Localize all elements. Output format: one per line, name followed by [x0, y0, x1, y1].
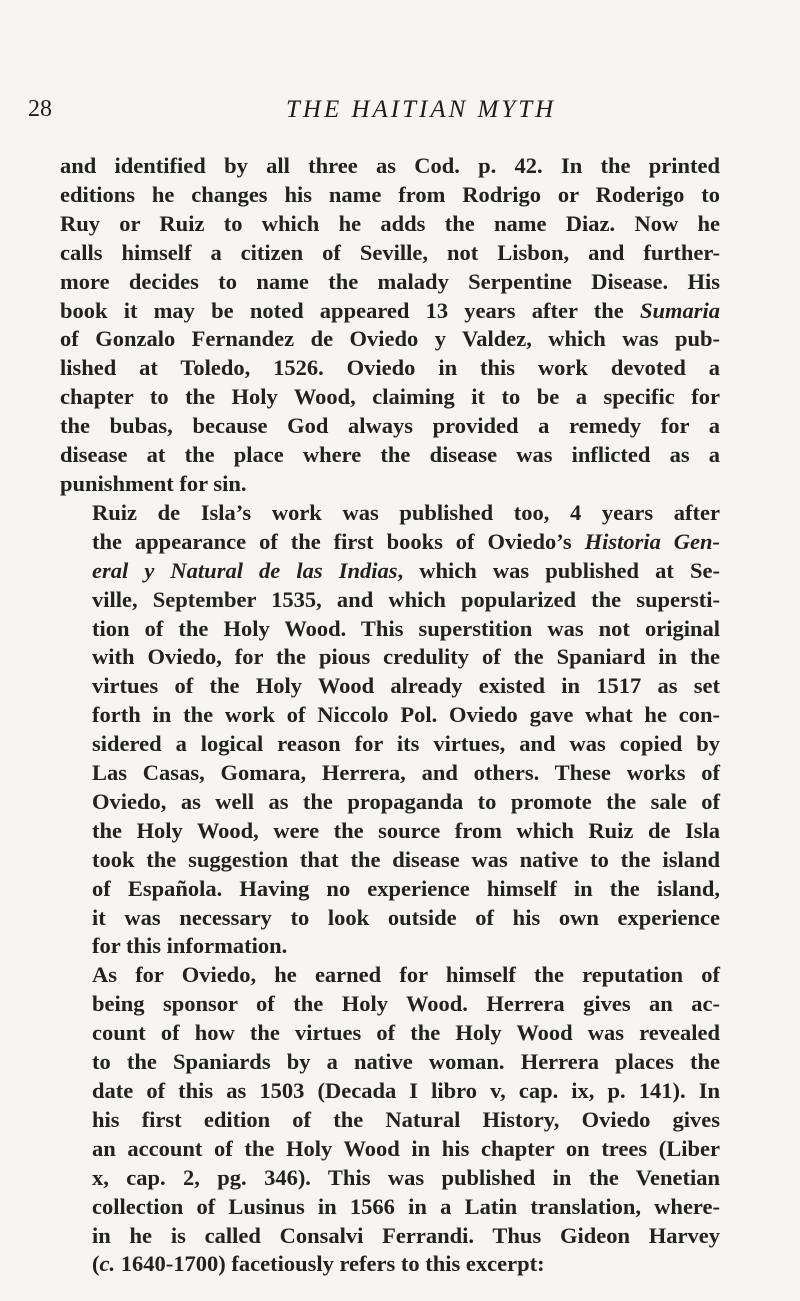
text-run: being sponsor of the Holy Wood. Herrera gives an ac-	[92, 991, 720, 1017]
text-line	[60, 499, 720, 528]
text-line	[60, 268, 720, 297]
text-line	[60, 961, 720, 990]
text-line	[60, 354, 720, 383]
text-line	[60, 990, 720, 1019]
text-run: date of this as 1503 (Decada I libro v, cap. ix, p. 141). In	[92, 1078, 720, 1103]
text-line	[60, 239, 720, 268]
text-run: collection of Lusinus in 1566 in a Latin translation, where-	[92, 1193, 720, 1219]
text-run: with Oviedo, for the pious credulity of the Spaniard in the	[92, 644, 720, 670]
text-run: of Española. Having no experience himself in the island,	[92, 875, 720, 901]
text-line	[60, 1222, 720, 1251]
text-run: Las Casas, Gomara, Herrera, and others. These works of	[92, 760, 720, 786]
text-run: forth in the work of Niccolo Pol. Oviedo gave what he con-	[92, 702, 720, 728]
text-run: editions he changes his name from Rodrigo or Roderigo to	[60, 181, 720, 207]
text-run: took the suggestion that the disease was native to the island	[92, 846, 720, 872]
page-number: 28	[28, 96, 52, 122]
text-line	[60, 932, 720, 961]
italic-text: Sumaria	[639, 297, 720, 323]
italic-text: eral y Natural de las Indias	[92, 557, 398, 583]
running-title: THE HAITIAN MYTH	[286, 96, 557, 123]
text-line	[60, 557, 720, 586]
text-line	[60, 730, 720, 759]
text-run: 1640-1700) facetiously refers to this excerpt:	[115, 1251, 545, 1277]
text-run: x, cap. 2, pg. 346). This was published in the Venetian	[92, 1164, 720, 1190]
text-run: book it may be noted appeared 13 years after the	[60, 297, 640, 323]
text-run: Oviedo, as well as the propaganda to promote the sale of	[92, 788, 720, 814]
text-line	[60, 1106, 720, 1135]
text-line	[60, 788, 720, 817]
text-line	[60, 672, 720, 701]
text-line	[60, 297, 720, 326]
text-run: (	[92, 1251, 100, 1277]
text-line	[60, 875, 720, 904]
text-line	[60, 904, 720, 933]
text-line	[60, 817, 720, 846]
text-run: the bubas, because God always provided a remedy for a	[60, 413, 720, 439]
paragraph	[60, 499, 720, 962]
text-run: ville, September 1535, and which popularized the supersti-	[92, 586, 720, 612]
text-run: more decides to name the malady Serpentine Disease. His	[60, 268, 720, 294]
text-run: Ruy or Ruiz to which he adds the name Diaz. Now he	[60, 210, 720, 236]
text-run: punishment for sin.	[60, 470, 247, 496]
text-line	[60, 759, 720, 788]
text-run: sidered a logical reason for its virtues, and was copied by	[92, 731, 720, 757]
paragraph	[60, 961, 720, 1279]
text-line	[60, 152, 720, 181]
text-line	[60, 181, 720, 210]
text-run: the appearance of the first books of Oviedo’s	[92, 528, 585, 554]
text-line	[60, 412, 720, 441]
text-run: chapter to the Holy Wood, claiming it to be a specific for	[60, 384, 720, 410]
text-run: As for Oviedo, he earned for himself the reputation of	[92, 962, 720, 988]
paragraph	[60, 152, 720, 499]
text-line	[60, 383, 720, 412]
text-line	[60, 210, 720, 239]
text-line	[60, 1048, 720, 1077]
text-line	[60, 528, 720, 557]
text-run: lished at Toledo, 1526. Oviedo in this work devoted a	[60, 355, 720, 381]
text-run: the Holy Wood, were the source from which Ruiz de Isla	[92, 817, 720, 843]
text-run: , which was published at Se-	[397, 557, 720, 583]
text-run: his first edition of the Natural History, Oviedo gives	[92, 1106, 720, 1132]
text-run: in he is called Consalvi Ferrandi. Thus Gideon Harvey	[92, 1222, 720, 1248]
text-line	[60, 643, 720, 672]
text-line	[60, 325, 720, 354]
text-line	[60, 1250, 720, 1279]
text-line	[60, 441, 720, 470]
text-run: an account of the Holy Wood in his chapter on trees (Liber	[92, 1135, 720, 1161]
text-run: and identified by all three as Cod. p. 42. In the printed	[60, 153, 720, 178]
text-run: of Gonzalo Fernandez de Oviedo y Valdez, which was pub-	[60, 326, 720, 352]
text-line	[60, 586, 720, 615]
text-line	[60, 846, 720, 875]
text-run: tion of the Holy Wood. This superstition was not original	[92, 615, 720, 641]
text-run: it was necessary to look outside of his own experience	[92, 904, 720, 930]
text-line	[60, 470, 720, 499]
body-text	[60, 152, 720, 1279]
text-run: virtues of the Holy Wood already existed in 1517 as set	[92, 673, 720, 699]
text-run: count of how the virtues of the Holy Wood was revealed	[92, 1020, 720, 1046]
text-run: to the Spaniards by a native woman. Herrera places the	[92, 1049, 720, 1075]
running-head	[28, 96, 788, 130]
italic-text: c.	[99, 1251, 116, 1277]
text-line	[60, 1193, 720, 1222]
text-line	[60, 1135, 720, 1164]
text-run: calls himself a citizen of Seville, not Lisbon, and further-	[60, 239, 720, 265]
italic-text: Historia Gen-	[584, 528, 720, 554]
text-line	[60, 615, 720, 644]
text-run: Ruiz de Isla’s work was published too, 4 years after	[92, 499, 720, 525]
text-run: disease at the place where the disease was inflicted as a	[60, 442, 720, 468]
text-line	[60, 1077, 720, 1106]
text-line	[60, 1164, 720, 1193]
text-line	[60, 701, 720, 730]
text-run: for this information.	[92, 933, 288, 959]
text-line	[60, 1019, 720, 1048]
